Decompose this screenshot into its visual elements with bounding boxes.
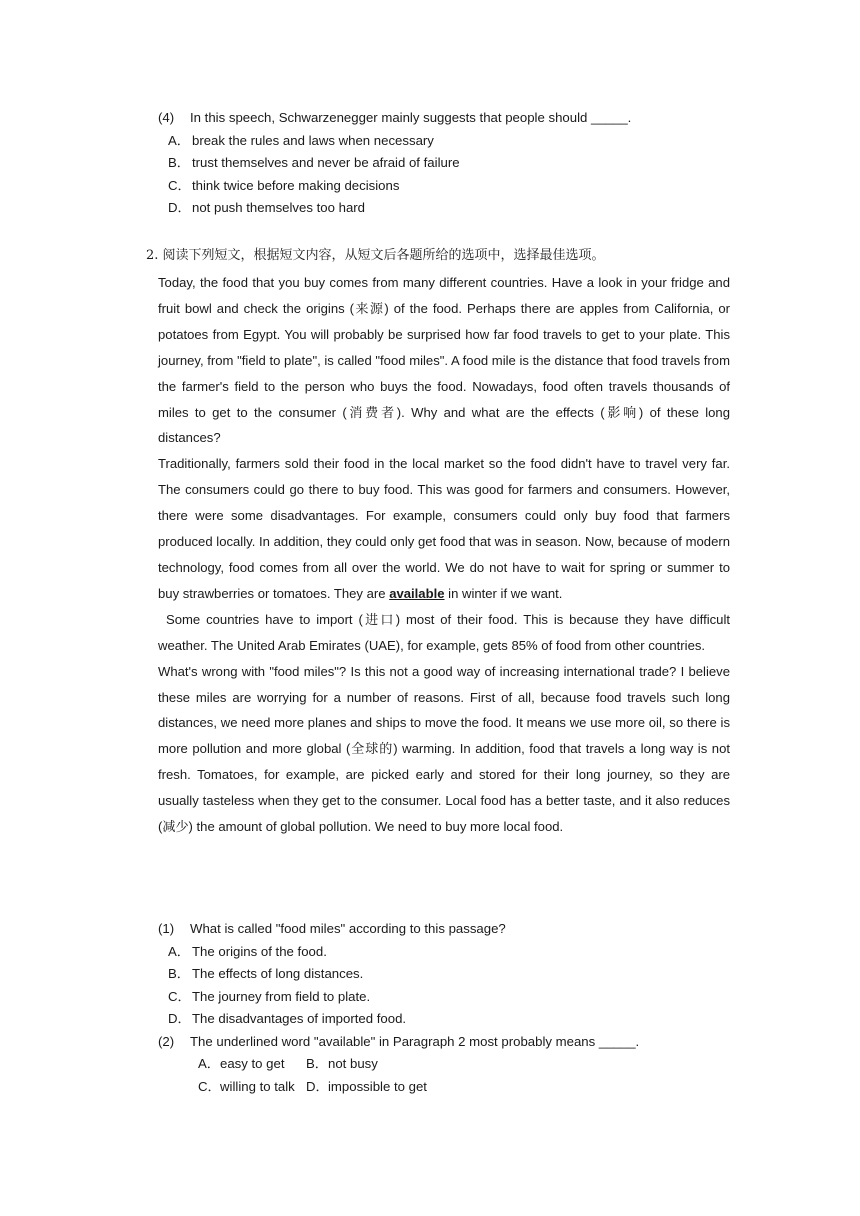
option-text: The effects of long distances.: [192, 966, 364, 981]
paragraph-3: Some countries have to import (进口) most of their food. This is because they have difficult weather. The United Arab Emirates (UAE), for example, gets 85% of food from other countries.: [158, 611, 730, 653]
paragraph-2-text: Traditionally, farmers sold their food in the local market so the food didn't have to travel very far. The consumers could go there to buy food. This was good for farmers and consumers. However, there were some disadvantages. For example, consumers could only buy food that farmers produced locally. In addition, they could only get food that was in season. Now, because of modern technology, food comes from all over the world. We do not have to wait for spring or summer to buy strawberries or tomatoes. They are: [158, 456, 730, 601]
option-letter: A．: [168, 943, 190, 959]
question-number: (2): [158, 1033, 175, 1049]
paragraph-2: [158, 451, 730, 606]
option-letter: C．: [168, 177, 191, 193]
option-a: [158, 130, 738, 153]
underlined-word: available: [389, 585, 445, 601]
option-letter: D．: [306, 1078, 329, 1094]
option-letter: C．: [168, 988, 191, 1004]
option-text: The origins of the food.: [192, 943, 327, 959]
option-row-1: [158, 1053, 738, 1076]
option-c: [158, 986, 738, 1009]
option-b: [158, 963, 738, 986]
option-text: not busy: [328, 1056, 378, 1071]
option-letter: A．: [198, 1056, 220, 1071]
section-2-header: [146, 245, 605, 267]
option-a: [158, 941, 738, 964]
option-b: [158, 152, 738, 175]
question-1: [158, 918, 738, 941]
questions-list: [158, 918, 738, 1098]
option-text: The journey from field to plate.: [192, 988, 371, 1004]
option-letter: B．: [306, 1056, 328, 1071]
option-d: [158, 1008, 738, 1031]
option-text: think twice before making decisions: [192, 177, 400, 193]
question-stem: [158, 107, 738, 130]
option-letter: B．: [168, 966, 190, 981]
paragraph-1: Today, the food that you buy comes from many different countries. Have a look in your fridge and fruit bowl and check the origins (来源) of the food. Perhaps there are apples from California, or potatoes from Egypt. You will probably be surprised how far food travels to get to your plate. This journey, from "field to plate", is called "food miles". A food mile is the distance that food travels from the farmer's field to the person who buys the food. Nowadays, food often travels thousands of miles to get to the consumer (消费者). Why and what are the effects (影响) of these long distances?: [158, 275, 730, 446]
question-2: [158, 1031, 738, 1054]
question-text: What is called "food miles" according to this passage?: [190, 921, 506, 936]
reading-passage: [158, 270, 730, 840]
option-letter: C．: [198, 1078, 221, 1094]
paragraph-2-text-end: in winter if we want.: [444, 585, 563, 601]
option-text: trust themselves and never be afraid of failure: [192, 155, 460, 170]
option-d: [306, 1076, 427, 1099]
question-text: The underlined word "available" in Paragraph 2 most probably means _____.: [190, 1033, 640, 1049]
section-number: 2.: [146, 248, 159, 263]
question-4: [158, 107, 738, 220]
option-c: [198, 1076, 306, 1099]
option-c: [158, 175, 738, 198]
question-number: (1): [158, 921, 175, 936]
option-letter: A．: [168, 132, 190, 148]
option-text: willing to talk: [220, 1078, 295, 1094]
option-letter: B．: [168, 155, 190, 170]
option-text: easy to get: [220, 1056, 285, 1071]
option-b: [306, 1053, 378, 1076]
option-text: break the rules and laws when necessary: [192, 132, 434, 148]
option-text: not push themselves too hard: [192, 200, 366, 215]
paragraph-4: What's wrong with "food miles"? Is this not a good way of increasing international trade? I believe these miles are worrying for a number of reasons. First of all, because food travels such long distances, we need more planes and ships to move the food. It means we use more oil, so there is more pollution and more global (全球的) warming. In addition, food that travels a long way is not fresh. Tomatoes, for example, are picked early and stored for their long journey, so they are usually tasteless when they get to the consumer. Local food has a better taste, and it also reduces (减少) the amount of global pollution. We need to buy more local food.: [158, 663, 730, 835]
option-letter: D．: [168, 200, 191, 215]
option-text: impossible to get: [328, 1078, 427, 1094]
option-text: The disadvantages of imported food.: [192, 1011, 407, 1026]
section-instruction: 阅读下列短文，根据短文内容，从短文后各题所给的选项中，选择最佳选项。: [162, 248, 605, 263]
question-number: (4): [158, 110, 175, 125]
option-a: [198, 1053, 306, 1076]
question-text: In this speech, Schwarzenegger mainly suggests that people should _____.: [190, 110, 632, 125]
option-row-2: [158, 1076, 738, 1099]
option-d: [158, 197, 738, 220]
option-letter: D．: [168, 1011, 191, 1026]
